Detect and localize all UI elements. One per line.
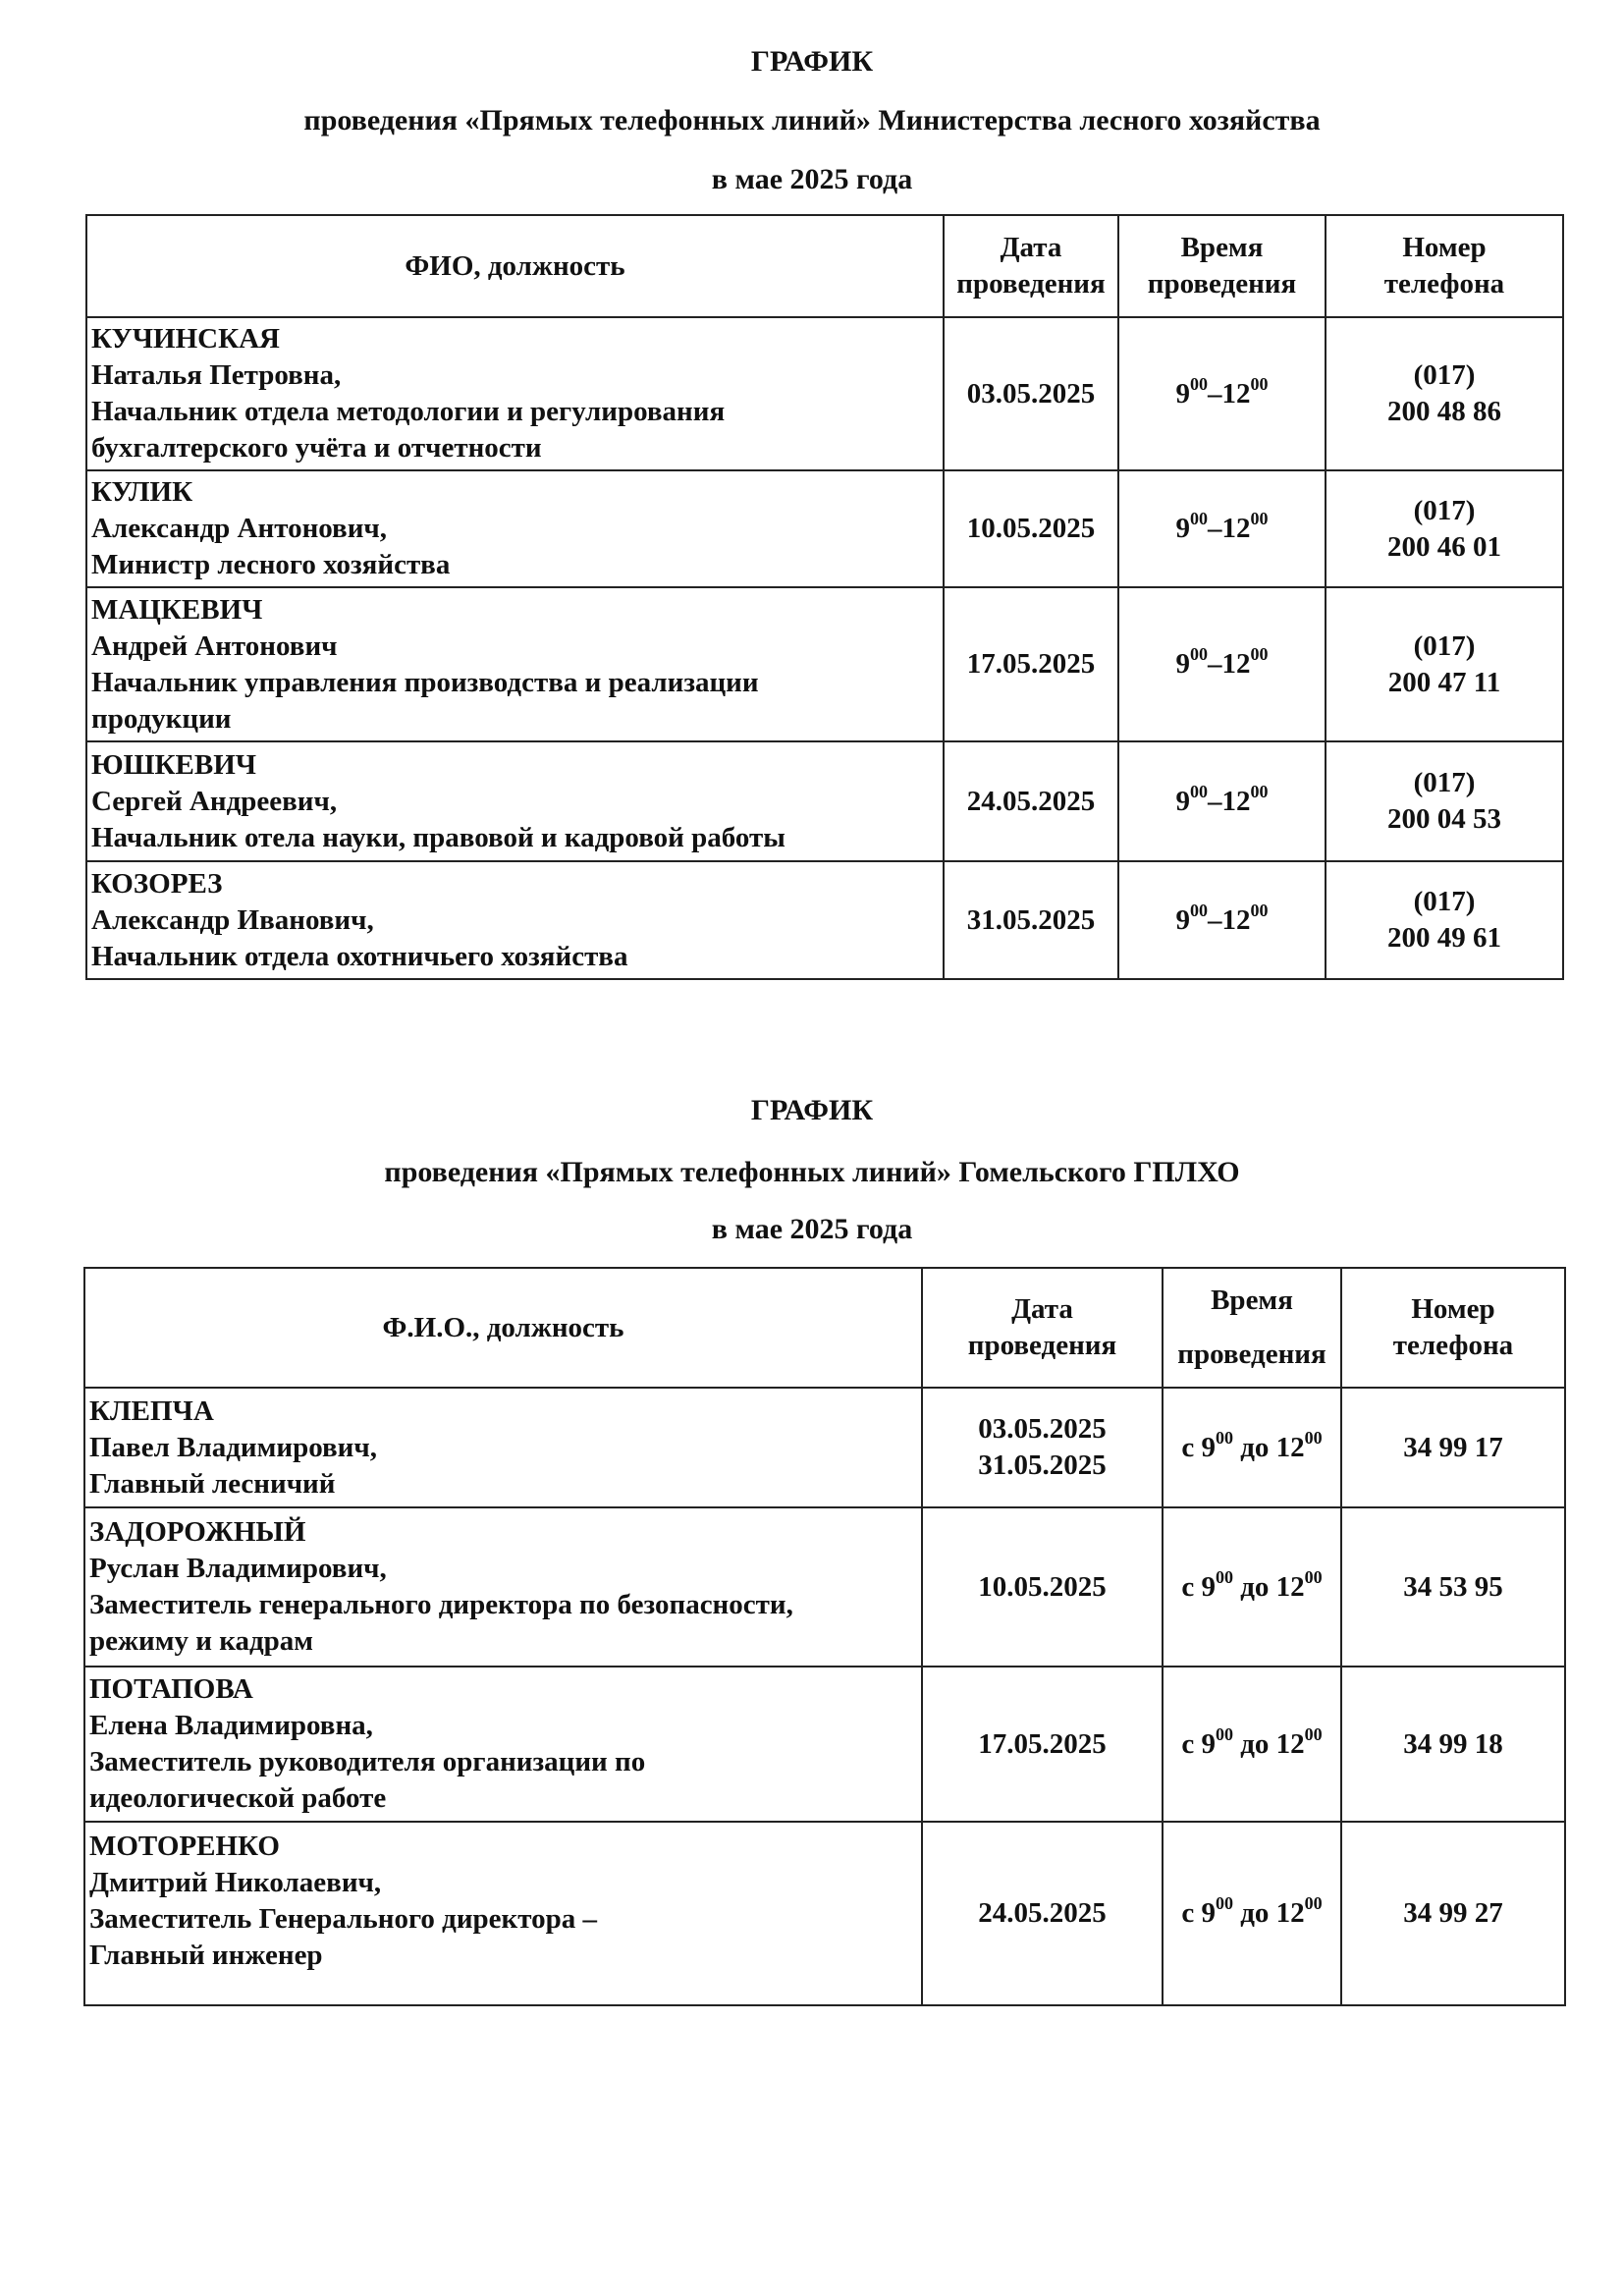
person-name: Руслан Владимирович, — [89, 1553, 387, 1584]
time-from: 9 — [1175, 377, 1190, 410]
header-time — [1118, 215, 1326, 317]
time-to: 12 — [1275, 1431, 1305, 1463]
time-cell — [1163, 1667, 1341, 1822]
time-prefix: с — [1181, 1570, 1195, 1603]
person-name: Дмитрий Николаевич, — [89, 1867, 382, 1898]
time-cell — [1118, 587, 1326, 741]
time-from: 9 — [1201, 1431, 1216, 1463]
phone-number: 200 04 53 — [1387, 803, 1501, 835]
time-mid: до — [1240, 1897, 1270, 1929]
header-phone-line2: телефона — [1392, 1330, 1514, 1361]
time-from-min: 00 — [1190, 644, 1208, 665]
header-date-line2: проведения — [967, 1330, 1117, 1361]
time-sep: – — [1208, 377, 1222, 410]
table-row — [84, 1507, 1565, 1667]
header-time-line2: проведения — [1177, 1339, 1326, 1370]
time-to: 12 — [1221, 648, 1251, 680]
table-row — [86, 861, 1563, 979]
time-to: 12 — [1221, 377, 1251, 410]
date-cell: 24.05.2025 — [922, 1822, 1163, 2005]
phone-cell — [1326, 470, 1563, 587]
position-line1: Начальник отдела охотничьего хозяйства — [91, 940, 628, 972]
fio-cell — [84, 1822, 922, 2005]
surname: ПОТАПОВА — [89, 1673, 253, 1705]
time-prefix: с — [1181, 1431, 1195, 1463]
time-from-min: 00 — [1190, 900, 1208, 920]
time-sep: – — [1208, 513, 1222, 544]
time-to: 12 — [1275, 1897, 1305, 1929]
fio-cell — [86, 587, 944, 741]
schedule-2-heading — [0, 1096, 1624, 1125]
time-to-min: 00 — [1250, 373, 1269, 394]
time-to-min: 00 — [1304, 1427, 1323, 1448]
phone-number: 200 46 01 — [1387, 530, 1501, 563]
date-cell: 17.05.2025 — [922, 1667, 1163, 1822]
schedule-1-period: в мае 2025 года — [711, 163, 913, 195]
time-to-min: 00 — [1304, 1723, 1323, 1744]
time-to: 12 — [1221, 903, 1251, 936]
time-to-min: 00 — [1250, 781, 1269, 801]
position-line2: продукции — [91, 702, 232, 735]
header-time — [1163, 1268, 1341, 1388]
header-date — [922, 1268, 1163, 1388]
time-cell — [1163, 1507, 1341, 1667]
schedule-2-subtitle: проведения «Прямых телефонных линий» Гомельского ГПЛХО — [384, 1156, 1240, 1188]
time-cell — [1163, 1388, 1341, 1507]
date-cell — [922, 1388, 1163, 1507]
time-mid: до — [1240, 1431, 1270, 1463]
phone-code: (017) — [1413, 494, 1476, 526]
date-cell: 17.05.2025 — [944, 587, 1118, 741]
header-fio: Ф.И.О., должность — [84, 1268, 922, 1388]
surname: КУЛИК — [91, 476, 193, 508]
phone-number: 200 49 61 — [1387, 922, 1501, 954]
time-to-min: 00 — [1250, 644, 1269, 665]
person-name: Александр Иванович, — [91, 903, 374, 936]
schedule-2-table — [83, 1267, 1566, 2006]
fio-cell — [84, 1388, 922, 1507]
time-to: 12 — [1221, 785, 1251, 817]
time-from: 9 — [1201, 1727, 1216, 1760]
time-cell — [1118, 470, 1326, 587]
schedule-1-table — [85, 214, 1564, 980]
surname: ЮШКЕВИЧ — [91, 748, 257, 781]
phone-code: (017) — [1413, 767, 1476, 798]
phone-cell — [1326, 861, 1563, 979]
schedule-1-period-wrap — [0, 165, 1624, 194]
time-from: 9 — [1175, 903, 1190, 936]
position-line2: идеологической работе — [89, 1782, 387, 1814]
header-time-line1: Время — [1180, 232, 1264, 263]
time-to: 12 — [1275, 1570, 1305, 1603]
time-prefix: с — [1181, 1727, 1195, 1760]
header-date-line2: проведения — [956, 268, 1106, 300]
person-name: Андрей Антонович — [91, 629, 338, 662]
time-from: 9 — [1175, 648, 1190, 680]
position-line1: Заместитель руководителя организации по — [89, 1746, 646, 1777]
position-line1: Начальник управления производства и реализации — [91, 666, 759, 698]
surname: МАЦКЕВИЧ — [91, 593, 263, 626]
fio-cell — [86, 861, 944, 979]
time-from: 9 — [1201, 1570, 1216, 1603]
time-cell — [1163, 1822, 1341, 2005]
time-from-min: 00 — [1215, 1566, 1233, 1587]
time-to: 12 — [1221, 513, 1251, 544]
table-row — [86, 741, 1563, 861]
person-name: Павел Владимирович, — [89, 1431, 377, 1463]
time-mid: до — [1240, 1727, 1270, 1760]
time-to-min: 00 — [1304, 1893, 1323, 1914]
table-row — [86, 317, 1563, 470]
date-line1: 03.05.2025 — [978, 1413, 1107, 1445]
header-date-line1: Дата — [1000, 232, 1062, 263]
surname: МОТОРЕНКО — [89, 1831, 280, 1862]
header-time-line1: Время — [1211, 1285, 1293, 1316]
header-date — [944, 215, 1118, 317]
position-line1: Заместитель генерального директора по безопасности, — [89, 1589, 793, 1620]
person-name: Сергей Андреевич, — [91, 785, 338, 817]
header-phone-line2: телефона — [1383, 268, 1505, 300]
surname: КОЗОРЕЗ — [91, 867, 223, 900]
table-row — [86, 470, 1563, 587]
schedule-2-period: в мае 2025 года — [711, 1213, 913, 1245]
position-line1: Министр лесного хозяйства — [91, 549, 451, 580]
time-from-min: 00 — [1215, 1893, 1233, 1914]
position-line1: Начальник отела науки, правовой и кадровой работы — [91, 821, 785, 853]
surname: КЛЕПЧА — [89, 1394, 214, 1427]
time-cell — [1118, 317, 1326, 470]
time-prefix: с — [1181, 1897, 1195, 1929]
date-cell: 24.05.2025 — [944, 741, 1118, 861]
position-line1: Начальник отдела методологии и регулирования — [91, 396, 726, 427]
schedule-1-title: ГРАФИК — [750, 45, 874, 78]
date-cell: 10.05.2025 — [922, 1507, 1163, 1667]
date-cell: 03.05.2025 — [944, 317, 1118, 470]
surname: КУЧИНСКАЯ — [91, 323, 280, 355]
schedule-2-title: ГРАФИК — [750, 1094, 874, 1126]
time-to-min: 00 — [1250, 900, 1269, 920]
phone-cell — [1326, 317, 1563, 470]
person-name: Александр Антонович, — [91, 513, 388, 544]
phone-code: (017) — [1413, 886, 1476, 917]
time-from-min: 00 — [1190, 781, 1208, 801]
time-from: 9 — [1175, 513, 1190, 544]
time-sep: – — [1208, 785, 1222, 817]
schedule-2-subtitle-wrap — [0, 1158, 1624, 1187]
date-line2: 31.05.2025 — [978, 1449, 1107, 1481]
person-name: Елена Владимировна, — [89, 1710, 373, 1741]
time-from-min: 00 — [1190, 373, 1208, 394]
schedule-1-heading — [0, 47, 1624, 77]
header-phone-line1: Номер — [1411, 1293, 1495, 1325]
time-mid: до — [1240, 1570, 1270, 1603]
position-line2: бухгалтерского учёта и отчетности — [91, 432, 542, 464]
phone-cell: 34 99 27 — [1341, 1822, 1565, 2005]
schedule-1-subtitle-wrap — [0, 106, 1624, 136]
position-line2: режиму и кадрам — [89, 1625, 314, 1657]
phone-code: (017) — [1413, 359, 1476, 391]
time-from-min: 00 — [1215, 1723, 1233, 1744]
phone-cell — [1326, 741, 1563, 861]
time-to: 12 — [1275, 1727, 1305, 1760]
table-header-row — [86, 215, 1563, 317]
table-row — [84, 1822, 1565, 2005]
date-cell: 31.05.2025 — [944, 861, 1118, 979]
phone-code: (017) — [1413, 629, 1476, 662]
header-time-line2: проведения — [1147, 268, 1297, 300]
time-to-min: 00 — [1304, 1566, 1323, 1587]
phone-cell: 34 99 17 — [1341, 1388, 1565, 1507]
fio-cell — [86, 741, 944, 861]
position-line1: Заместитель Генерального директора – — [89, 1903, 598, 1935]
schedule-2-period-wrap — [0, 1215, 1624, 1244]
phone-number: 200 48 86 — [1387, 396, 1501, 427]
time-from: 9 — [1175, 785, 1190, 817]
time-to-min: 00 — [1250, 509, 1269, 529]
table-row — [84, 1667, 1565, 1822]
phone-cell: 34 99 18 — [1341, 1667, 1565, 1822]
position-line2: Главный инженер — [89, 1940, 323, 1971]
person-name: Наталья Петровна, — [91, 359, 342, 391]
schedule-1-subtitle: проведения «Прямых телефонных линий» Министерства лесного хозяйства — [303, 104, 1321, 137]
phone-number: 200 47 11 — [1387, 666, 1501, 698]
time-from-min: 00 — [1190, 509, 1208, 529]
header-phone — [1341, 1268, 1565, 1388]
table-header-row — [84, 1268, 1565, 1388]
surname: ЗАДОРОЖНЫЙ — [89, 1516, 306, 1548]
fio-cell — [86, 317, 944, 470]
date-cell: 10.05.2025 — [944, 470, 1118, 587]
time-sep: – — [1208, 648, 1222, 680]
time-sep: – — [1208, 903, 1222, 936]
table-row — [86, 587, 1563, 741]
table-row — [84, 1388, 1565, 1507]
header-date-line1: Дата — [1011, 1293, 1073, 1325]
header-phone-line1: Номер — [1402, 232, 1487, 263]
header-fio: ФИО, должность — [86, 215, 944, 317]
time-cell — [1118, 741, 1326, 861]
phone-cell: 34 53 95 — [1341, 1507, 1565, 1667]
time-from: 9 — [1201, 1897, 1216, 1929]
time-from-min: 00 — [1215, 1427, 1233, 1448]
header-phone — [1326, 215, 1563, 317]
fio-cell — [84, 1507, 922, 1667]
fio-cell — [86, 470, 944, 587]
fio-cell — [84, 1667, 922, 1822]
position-line1: Главный лесничий — [89, 1467, 336, 1500]
time-cell — [1118, 861, 1326, 979]
phone-cell — [1326, 587, 1563, 741]
